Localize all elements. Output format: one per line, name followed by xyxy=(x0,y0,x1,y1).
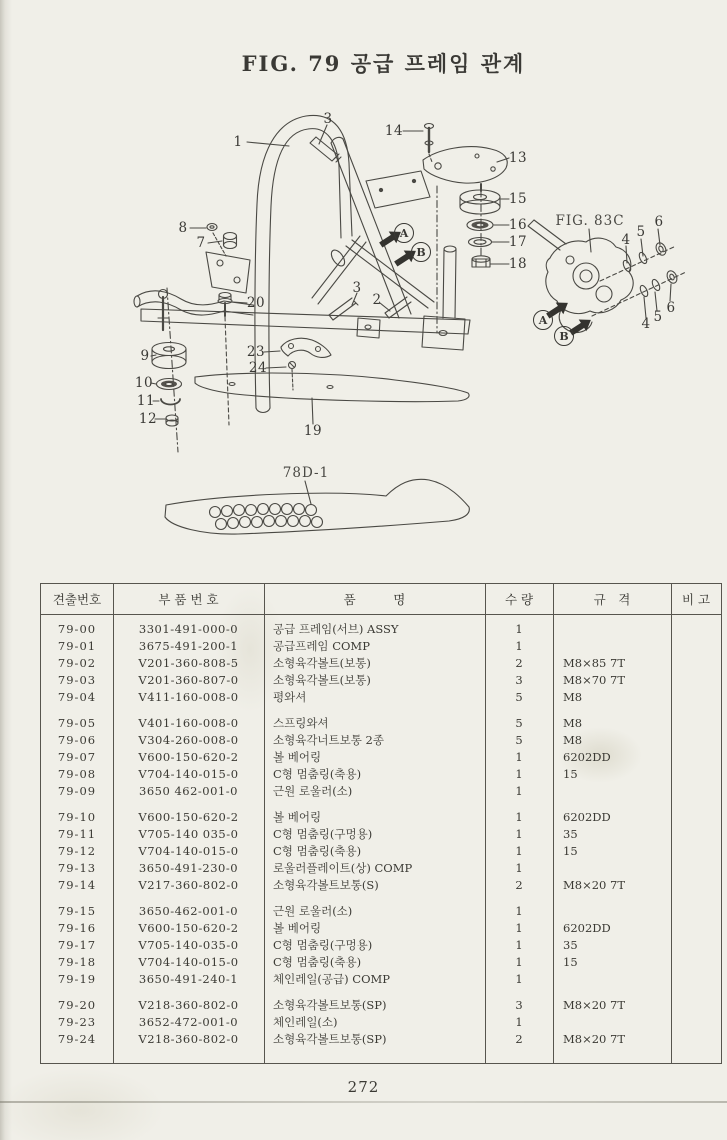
column-divider xyxy=(553,584,554,1063)
part-name-cell: 소형육각볼트보통(SP) xyxy=(273,1032,387,1046)
part-name-cell: 볼 베어링 xyxy=(273,921,322,935)
spec-cell: M8 xyxy=(563,733,583,747)
table-group-gap xyxy=(41,800,721,809)
ref-no-cell: 79-05 xyxy=(57,716,97,730)
callout-1: 1 xyxy=(233,134,243,150)
header-remark: 비 고 xyxy=(681,592,711,607)
remark-cell xyxy=(671,672,721,689)
part-name-cell: C형 멈춤링(축용) xyxy=(273,844,362,858)
table-row xyxy=(41,1014,721,1031)
qty-cell: 3 xyxy=(515,673,523,687)
part-name-cell: 근원 로울러(소) xyxy=(273,904,353,918)
table-row xyxy=(41,954,721,971)
part-name-cell: 체인레일(소) xyxy=(273,1015,338,1029)
part-no-cell: V201-360-808-5 xyxy=(138,656,239,670)
table-row xyxy=(41,997,721,1014)
part-no-cell: V411-160-008-0 xyxy=(138,690,239,704)
table-row xyxy=(41,783,721,800)
ref-no-cell: 79-09 xyxy=(57,784,97,798)
spec-cell xyxy=(553,903,671,920)
ref-no-cell: 79-10 xyxy=(57,810,97,824)
main-beam xyxy=(141,309,470,350)
table-group-gap xyxy=(41,988,721,997)
ref-no-cell: 79-11 xyxy=(57,827,97,841)
table-row xyxy=(41,860,721,877)
remark-cell xyxy=(671,732,721,749)
callout-14: 14 xyxy=(384,123,404,139)
table-group-gap xyxy=(41,706,721,715)
ref-no-cell: 79-04 xyxy=(57,690,97,704)
inset-fig-ref: FIG. 83C xyxy=(555,213,625,229)
qty-cell: 1 xyxy=(515,844,523,858)
callout-5: 5 xyxy=(653,309,663,325)
spec-cell: 15 xyxy=(563,767,578,781)
qty-cell: 1 xyxy=(515,861,523,875)
remark-cell xyxy=(671,937,721,954)
part-name-cell: 소형육각볼트보통(SP) xyxy=(273,998,387,1012)
remark-cell xyxy=(671,826,721,843)
table-row xyxy=(41,843,721,860)
callout-18: 18 xyxy=(508,256,528,272)
part-no-cell: 3652-472-001-0 xyxy=(138,1015,239,1029)
qty-cell: 5 xyxy=(515,690,523,704)
frame-loop xyxy=(255,115,430,412)
qty-cell: 1 xyxy=(515,784,523,798)
part-no-cell: V218-360-802-0 xyxy=(138,1032,239,1046)
part-name-cell: C형 멈춤링(구멍용) xyxy=(273,938,373,952)
part-name-cell: 스프링와셔 xyxy=(273,716,329,730)
qty-cell: 1 xyxy=(515,750,523,764)
spec-cell: M8×70 7T xyxy=(563,673,626,687)
ref-no-cell: 79-18 xyxy=(57,955,97,969)
part-no-cell: V704-140-015-0 xyxy=(138,844,239,858)
remark-cell xyxy=(671,860,721,877)
part-no-cell: 3650 462-001-0 xyxy=(139,784,238,798)
qty-cell: 1 xyxy=(515,904,523,918)
part-no-cell: V705-140 035-0 xyxy=(138,827,239,841)
qty-cell: 1 xyxy=(515,767,523,781)
spec-cell xyxy=(553,638,671,655)
table-row xyxy=(41,1031,721,1048)
parts-table xyxy=(40,583,722,1064)
qty-cell: 5 xyxy=(515,716,523,730)
part-name-cell: 평와셔 xyxy=(273,690,307,704)
table-group-gap xyxy=(41,894,721,903)
spec-cell: 15 xyxy=(563,844,578,858)
qty-cell: 1 xyxy=(515,938,523,952)
remark-cell xyxy=(671,843,721,860)
part-name-cell: 소형육각볼트(보통) xyxy=(273,656,371,670)
table-row xyxy=(41,655,721,672)
remark-cell xyxy=(671,689,721,706)
qty-cell: 1 xyxy=(515,955,523,969)
callout-4: 4 xyxy=(641,316,651,332)
callout-19: 19 xyxy=(303,423,323,439)
remark-cell xyxy=(671,1031,721,1048)
ref-no-cell: 79-23 xyxy=(57,1015,97,1029)
callout-6: 6 xyxy=(654,214,664,230)
part-name-cell: 볼 베어링 xyxy=(273,810,322,824)
callout-9: 9 xyxy=(140,348,150,364)
remark-cell xyxy=(671,621,721,638)
part-no-cell: V201-360-807-0 xyxy=(138,673,239,687)
remark-cell xyxy=(671,655,721,672)
spec-cell: M8 xyxy=(563,716,583,730)
qty-cell: 2 xyxy=(515,878,523,892)
callout-3: 3 xyxy=(323,111,333,127)
remark-cell xyxy=(671,809,721,826)
qty-cell: 1 xyxy=(515,972,523,986)
ref-no-cell: 79-06 xyxy=(57,733,97,747)
ref-no-cell: 79-00 xyxy=(57,622,97,636)
spec-cell xyxy=(553,621,671,638)
part-no-cell: V218-360-802-0 xyxy=(138,998,239,1012)
part-name-cell: 체인레일(공급) COMP xyxy=(273,972,391,986)
callout-24: 24 xyxy=(248,360,268,376)
callout-7: 7 xyxy=(196,235,206,251)
spec-cell: M8×20 7T xyxy=(563,1032,626,1046)
spec-cell: 35 xyxy=(563,827,578,841)
header-ref-no: 견출번호 xyxy=(52,592,102,607)
page-title: FIG. 79 공급 프레임 관계 xyxy=(241,51,526,76)
remark-cell xyxy=(671,638,721,655)
column-divider xyxy=(671,584,672,1063)
ref-no-cell: 79-24 xyxy=(57,1032,97,1046)
spec-cell xyxy=(553,1014,671,1031)
part-no-cell: V600-150-620-2 xyxy=(138,921,239,935)
table-row xyxy=(41,826,721,843)
remark-cell xyxy=(671,971,721,988)
part-no-cell: V705-140-035-0 xyxy=(138,938,239,952)
qty-cell: 3 xyxy=(515,998,523,1012)
part-name-cell: 소형육각너트보통 2종 xyxy=(273,733,384,747)
circled-marker-A: A xyxy=(533,310,553,330)
spec-cell xyxy=(553,783,671,800)
part-no-cell: V704-140-015-0 xyxy=(138,955,239,969)
table-row xyxy=(41,638,721,655)
part-name-cell: 볼 베어링 xyxy=(273,750,322,764)
part-no-cell: 3650-462-001-0 xyxy=(138,904,239,918)
part-name-cell: 소형육각볼트보통(S) xyxy=(273,878,379,892)
remark-cell xyxy=(671,920,721,937)
qty-cell: 5 xyxy=(515,733,523,747)
callout-11: 11 xyxy=(136,393,156,409)
table-row xyxy=(41,903,721,920)
spec-cell: 6202DD xyxy=(563,810,611,824)
table-row xyxy=(41,715,721,732)
column-divider xyxy=(485,584,486,1063)
ref-no-cell: 79-19 xyxy=(57,972,97,986)
ref-no-cell: 79-01 xyxy=(57,639,97,653)
callout-17: 17 xyxy=(508,234,528,250)
spec-cell: 15 xyxy=(563,955,578,969)
column-divider xyxy=(264,584,265,1063)
spec-cell: M8×20 7T xyxy=(563,878,626,892)
part-name-cell: 근원 로울러(소) xyxy=(273,784,353,798)
callout-4: 4 xyxy=(621,232,631,248)
spec-cell: 6202DD xyxy=(563,750,611,764)
part-no-cell: V600-150-620-2 xyxy=(138,810,239,824)
ref-no-cell: 79-16 xyxy=(57,921,97,935)
column-divider xyxy=(113,584,114,1063)
ref-no-cell: 79-08 xyxy=(57,767,97,781)
chain-rail-label: 78D-1 xyxy=(282,465,330,481)
ref-no-cell: 79-13 xyxy=(57,861,97,875)
part-no-cell: 3650-491-230-0 xyxy=(138,861,239,875)
ref-no-cell: 79-07 xyxy=(57,750,97,764)
part-no-cell: V600-150-620-2 xyxy=(138,750,239,764)
part-no-cell: V704-140-015-0 xyxy=(138,767,239,781)
remark-cell xyxy=(671,715,721,732)
table-row xyxy=(41,732,721,749)
qty-cell: 2 xyxy=(515,656,523,670)
qty-cell: 2 xyxy=(515,1032,523,1046)
part-no-cell: V401-160-008-0 xyxy=(138,716,239,730)
part-no-cell: V217-360-802-0 xyxy=(138,878,239,892)
part-name-cell: 공급 프레임(서브) ASSY xyxy=(273,622,399,636)
part-name-cell: C형 멈춤링(축용) xyxy=(273,767,362,781)
qty-cell: 1 xyxy=(515,1015,523,1029)
spec-cell: 35 xyxy=(563,938,578,952)
ref-no-cell: 79-03 xyxy=(57,673,97,687)
remark-cell xyxy=(671,877,721,894)
callout-5: 5 xyxy=(636,224,646,240)
table-row xyxy=(41,920,721,937)
table-row xyxy=(41,877,721,894)
callout-3: 3 xyxy=(352,280,362,296)
header-spec: 규 격 xyxy=(593,592,631,607)
table-row xyxy=(41,809,721,826)
callout-8: 8 xyxy=(178,220,188,236)
part-no-cell: 3301-491-000-0 xyxy=(138,622,239,636)
part-no-cell: 3650-491-240-1 xyxy=(138,972,239,986)
spec-cell: M8 xyxy=(563,690,583,704)
ref-no-cell: 79-02 xyxy=(57,656,97,670)
qty-cell: 1 xyxy=(515,622,523,636)
spec-cell: M8×85 7T xyxy=(563,656,626,670)
spec-cell: 6202DD xyxy=(563,921,611,935)
callout-10: 10 xyxy=(134,375,154,391)
part-name-cell: C형 멈춤링(축용) xyxy=(273,955,362,969)
callout-15: 15 xyxy=(508,191,528,207)
circled-marker-A: A xyxy=(394,223,414,243)
part-name-cell: 로울러플레이트(상) COMP xyxy=(273,861,413,875)
qty-cell: 1 xyxy=(515,810,523,824)
remark-cell xyxy=(671,766,721,783)
callout-20: 20 xyxy=(246,295,266,311)
circled-marker-B: B xyxy=(554,326,574,346)
roller-stack xyxy=(152,288,186,452)
ref-no-cell: 79-15 xyxy=(57,904,97,918)
table-row xyxy=(41,766,721,783)
table-row xyxy=(41,749,721,766)
bushing-bracket xyxy=(206,224,250,294)
part-name-cell: C형 멈춤링(구멍용) xyxy=(273,827,373,841)
header-part-name: 품 명 xyxy=(343,592,406,607)
ref-no-cell: 79-20 xyxy=(57,998,97,1012)
part-name-cell: 소형육각볼트(보통) xyxy=(273,673,371,687)
part-no-cell: V304-260-008-0 xyxy=(138,733,239,747)
skid-rail xyxy=(195,373,469,402)
callout-2: 2 xyxy=(372,292,382,308)
remark-cell xyxy=(671,997,721,1014)
spec-cell xyxy=(553,971,671,988)
page-crease xyxy=(0,1101,727,1103)
table-row xyxy=(41,621,721,638)
table-header-row xyxy=(41,584,721,615)
table-body xyxy=(41,615,721,1048)
part-name-cell: 공급프레임 COMP xyxy=(273,639,370,653)
remark-cell xyxy=(671,783,721,800)
circled-marker-B: B xyxy=(411,242,431,262)
remark-cell xyxy=(671,749,721,766)
page-number: 272 xyxy=(347,1078,380,1096)
remark-cell xyxy=(671,954,721,971)
callout-12: 12 xyxy=(138,411,158,427)
table-row xyxy=(41,937,721,954)
qty-cell: 1 xyxy=(515,827,523,841)
remark-cell xyxy=(671,1014,721,1031)
callout-16: 16 xyxy=(508,217,528,233)
table-row xyxy=(41,672,721,689)
table-row xyxy=(41,689,721,706)
callout-13: 13 xyxy=(508,150,528,166)
bracket-23 xyxy=(281,338,331,390)
header-qty: 수 량 xyxy=(504,592,534,607)
ref-no-cell: 79-12 xyxy=(57,844,97,858)
mount-plate-stack xyxy=(423,124,507,334)
callout-23: 23 xyxy=(246,344,266,360)
ref-no-cell: 79-14 xyxy=(57,878,97,892)
callout-6: 6 xyxy=(666,300,676,316)
spec-cell xyxy=(553,860,671,877)
qty-cell: 1 xyxy=(515,921,523,935)
part-no-cell: 3675-491-200-1 xyxy=(138,639,239,653)
header-part-no: 부 품 번 호 xyxy=(158,592,219,607)
ref-no-cell: 79-17 xyxy=(57,938,97,952)
spec-cell: M8×20 7T xyxy=(563,998,626,1012)
remark-cell xyxy=(671,903,721,920)
table-row xyxy=(41,971,721,988)
qty-cell: 1 xyxy=(515,639,523,653)
chain-rail xyxy=(165,479,469,534)
